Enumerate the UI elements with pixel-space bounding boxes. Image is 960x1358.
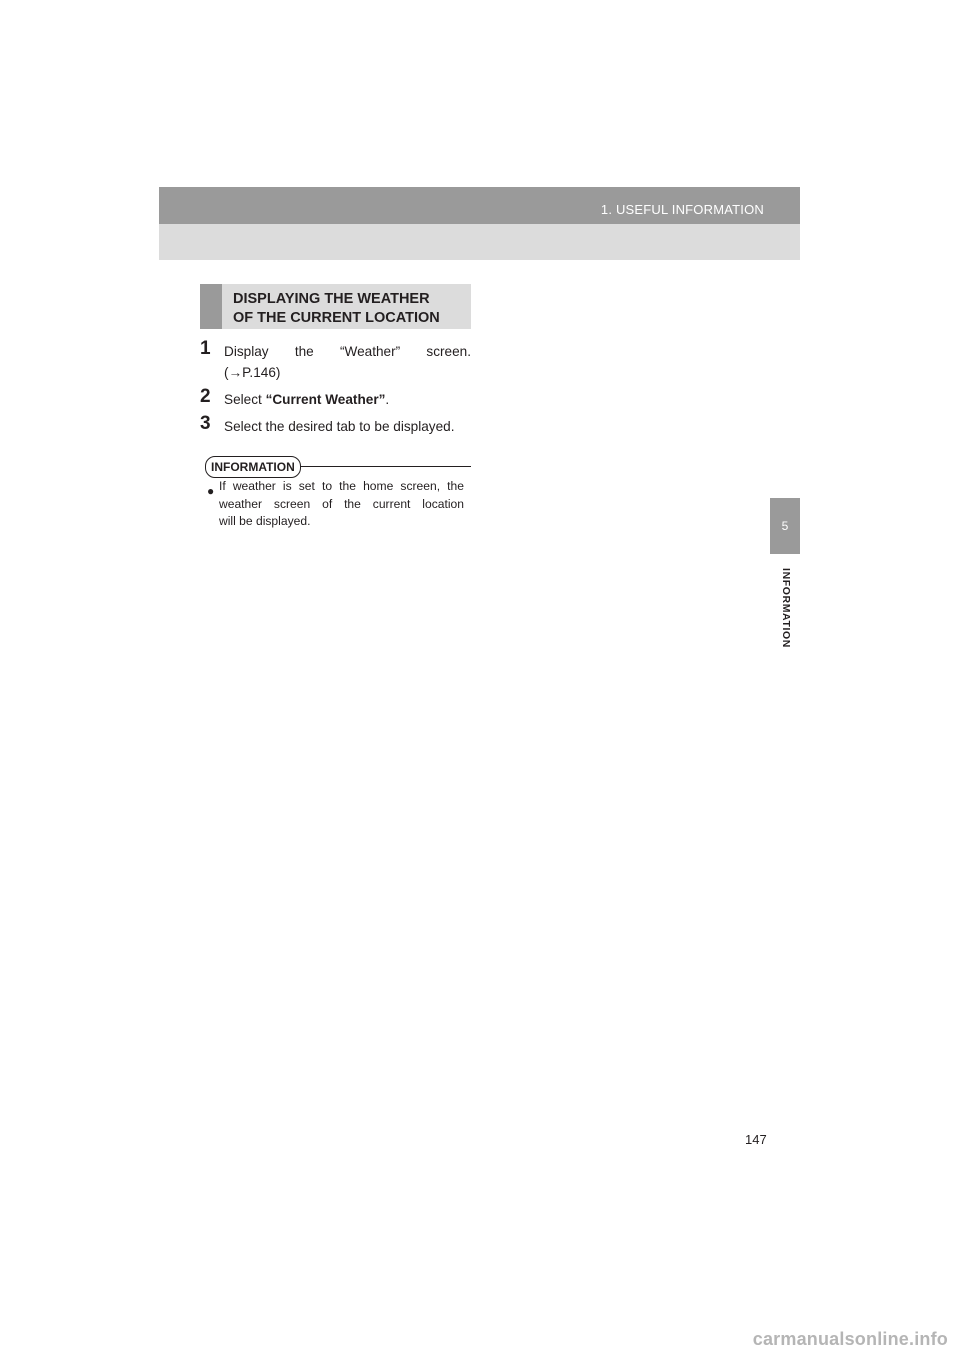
information-text (219, 478, 464, 531)
page-number: 147 (745, 1132, 767, 1147)
information-line-1: If weather is set to the home screen, the (219, 479, 464, 493)
header-subbar (159, 224, 800, 260)
step-text (224, 341, 471, 383)
section-title: 1. USEFUL INFORMATION (600, 202, 764, 217)
section-heading-accent (200, 284, 222, 329)
section-heading-line-2: OF THE CURRENT LOCATION (233, 310, 440, 326)
watermark: carmanualsonline.info (752, 1329, 948, 1349)
step-text-suffix: . (385, 392, 390, 407)
step-number: 1 (200, 338, 211, 359)
step-text-prefix: Select (224, 392, 266, 407)
bullet-icon: ● (207, 484, 215, 498)
step-text: Select the desired tab to be displayed. (224, 419, 455, 434)
information-line-3: will be displayed. (219, 514, 311, 528)
current-weather-label: “Current Weather” (265, 392, 386, 407)
step-number: 2 (200, 386, 211, 407)
chapter-number: 5 (781, 519, 789, 533)
section-heading (200, 284, 471, 329)
information-label: INFORMATION (205, 456, 301, 478)
section-heading-line-1: DISPLAYING THE WEATHER (233, 291, 430, 307)
step-number: 3 (200, 413, 211, 434)
section-heading-text (233, 290, 468, 328)
page-reference-link[interactable]: (→P.146) (224, 365, 281, 380)
chapter-label: INFORMATION (780, 568, 792, 648)
step-text-line-1: Display the “Weather” screen. (224, 344, 471, 359)
header-bar (159, 187, 800, 224)
step-text (224, 389, 471, 410)
information-line-2: weather screen of the current location (219, 496, 464, 511)
chapter-tab (770, 498, 800, 554)
information-divider (300, 466, 471, 467)
